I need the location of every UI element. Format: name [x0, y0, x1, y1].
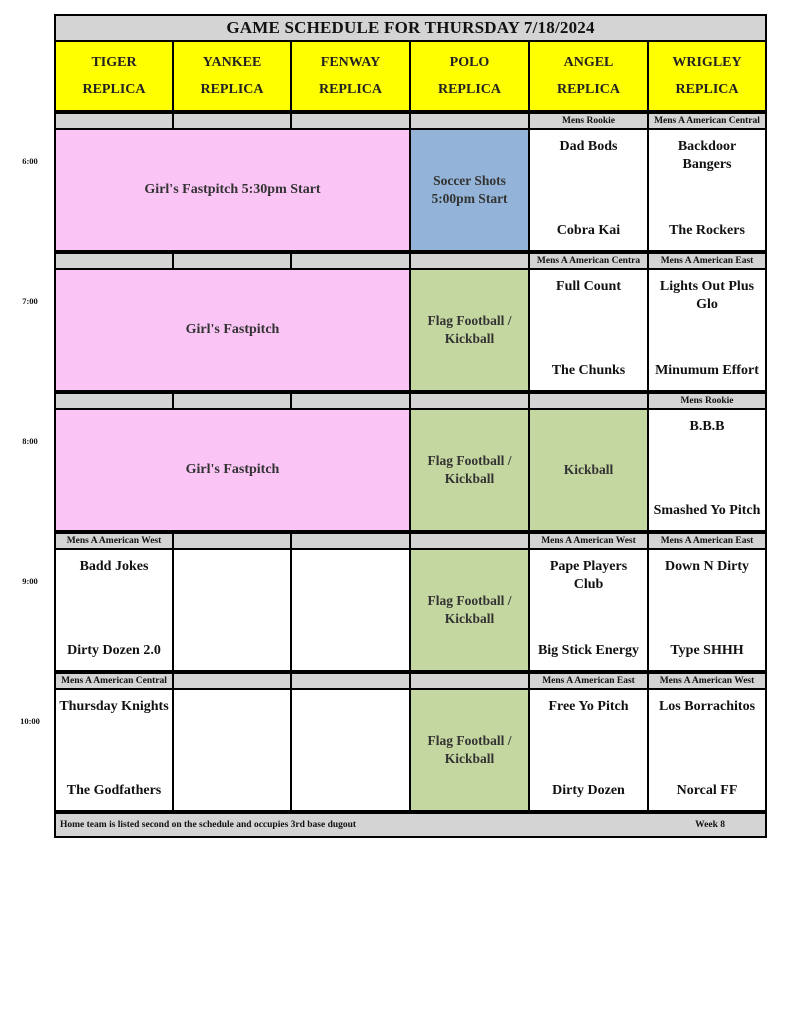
home-team: Type SHHH [670, 643, 744, 658]
away-team-line: Backdoor [677, 139, 737, 154]
game-cell [647, 688, 767, 812]
away-team-line: Lights Out Plus [659, 279, 755, 294]
away-team [660, 278, 754, 314]
game-cell [54, 548, 174, 672]
home-team: The Chunks [551, 363, 626, 378]
away-team: B.B.B [689, 419, 725, 434]
time-label: 6:00 [22, 156, 38, 166]
field-header-fenway [290, 40, 411, 112]
division-band: Mens A American East [647, 252, 767, 270]
activity-line: Soccer Shots [433, 173, 506, 188]
game-cell [647, 408, 767, 532]
week-label: Week 8 [695, 820, 725, 830]
away-team: Free Yo Pitch [548, 699, 629, 714]
activity-line: Flag Football / [427, 453, 512, 468]
time-label: 9:00 [22, 576, 38, 586]
time-label: 7:00 [22, 296, 38, 306]
division-band: Mens Rookie [528, 112, 649, 130]
away-team: Full Count [556, 279, 621, 294]
home-team: Smashed Yo Pitch [653, 503, 761, 518]
field-header-angel [528, 40, 649, 112]
division-band: Mens A American East [647, 532, 767, 550]
home-team: Dirty Dozen [552, 783, 625, 798]
game-cell [54, 688, 174, 812]
division-band: Mens A American West [528, 532, 649, 550]
away-team-line: Glo [696, 297, 718, 312]
field-subtitle: REPLICA [556, 82, 620, 97]
division-band: Mens Rookie [647, 392, 767, 410]
kickball-block: Kickball [528, 408, 649, 532]
away-team-line: Pape Players [549, 559, 628, 574]
field-header-tiger [54, 40, 174, 112]
away-team-line: Club [573, 577, 604, 592]
division-band: Mens A American Central [647, 112, 767, 130]
game-cell [528, 688, 649, 812]
field-header-yankee [172, 40, 292, 112]
flag-football-block [409, 548, 530, 672]
field-subtitle: REPLICA [437, 82, 501, 97]
fastpitch-block: Girl's Fastpitch [54, 268, 411, 392]
division-band: Mens A American East [528, 672, 649, 690]
empty-cell [290, 688, 411, 812]
home-team: Minumum Effort [655, 363, 759, 378]
flag-football-block [409, 268, 530, 392]
field-name: ANGEL [563, 55, 614, 70]
division-band: Mens A American West [54, 532, 174, 550]
away-team: Los Borrachitos [658, 699, 756, 714]
field-name: FENWAY [320, 55, 381, 70]
game-cell [528, 548, 649, 672]
home-team: Norcal FF [676, 783, 738, 798]
game-cell [528, 128, 649, 252]
footer-bar [54, 812, 767, 838]
field-subtitle: REPLICA [318, 82, 382, 97]
time-label: 8:00 [22, 436, 38, 446]
empty-cell [172, 688, 292, 812]
field-name: POLO [449, 55, 490, 70]
away-team: Down N Dirty [665, 559, 749, 574]
empty-cell [172, 548, 292, 672]
away-team-line: Bangers [682, 157, 732, 172]
activity-line: Kickball [444, 751, 495, 766]
field-subtitle: REPLICA [200, 82, 264, 97]
field-name: TIGER [91, 55, 137, 70]
empty-cell [290, 548, 411, 672]
activity-line: Flag Football / [427, 593, 512, 608]
footer-note: Home team is listed second on the schedule and occupies 3rd base dugout [60, 820, 357, 830]
activity-line: Kickball [444, 611, 495, 626]
activity-line: Flag Football / [427, 733, 512, 748]
fastpitch-block: Girl's Fastpitch [54, 408, 411, 532]
home-team: Cobra Kai [556, 223, 621, 238]
flag-football-block [409, 688, 530, 812]
activity-line: Flag Football / [427, 313, 512, 328]
time-label: 10:00 [20, 716, 40, 726]
home-team: Dirty Dozen 2.0 [67, 643, 161, 658]
home-team: Big Stick Energy [537, 643, 640, 658]
game-cell [647, 268, 767, 392]
field-subtitle: REPLICA [82, 82, 146, 97]
home-team: The Rockers [669, 223, 745, 238]
soccer-shots-block [409, 128, 530, 252]
field-name: YANKEE [202, 55, 262, 70]
away-team: Thursday Knights [59, 699, 169, 714]
away-team: Badd Jokes [79, 559, 149, 574]
division-band: Mens A American West [647, 672, 767, 690]
game-cell [647, 128, 767, 252]
home-team: The Godfathers [66, 783, 162, 798]
field-header-polo [409, 40, 530, 112]
field-header-wrigley [647, 40, 767, 112]
activity-line: Kickball [444, 471, 495, 486]
away-team: Dad Bods [559, 139, 618, 154]
division-band: Mens A American Central [54, 672, 174, 690]
away-team [550, 558, 627, 594]
page-title: GAME SCHEDULE FOR THURSDAY 7/18/2024 [54, 14, 767, 42]
game-cell [528, 268, 649, 392]
activity-line: 5:00pm Start [431, 191, 508, 206]
fastpitch-block: Girl's Fastpitch 5:30pm Start [54, 128, 411, 252]
game-cell [647, 548, 767, 672]
activity-line: Kickball [444, 331, 495, 346]
flag-football-block [409, 408, 530, 532]
field-name: WRIGLEY [672, 55, 742, 70]
division-band: Mens A American Centra [528, 252, 649, 270]
away-team [678, 138, 736, 174]
field-subtitle: REPLICA [675, 82, 739, 97]
